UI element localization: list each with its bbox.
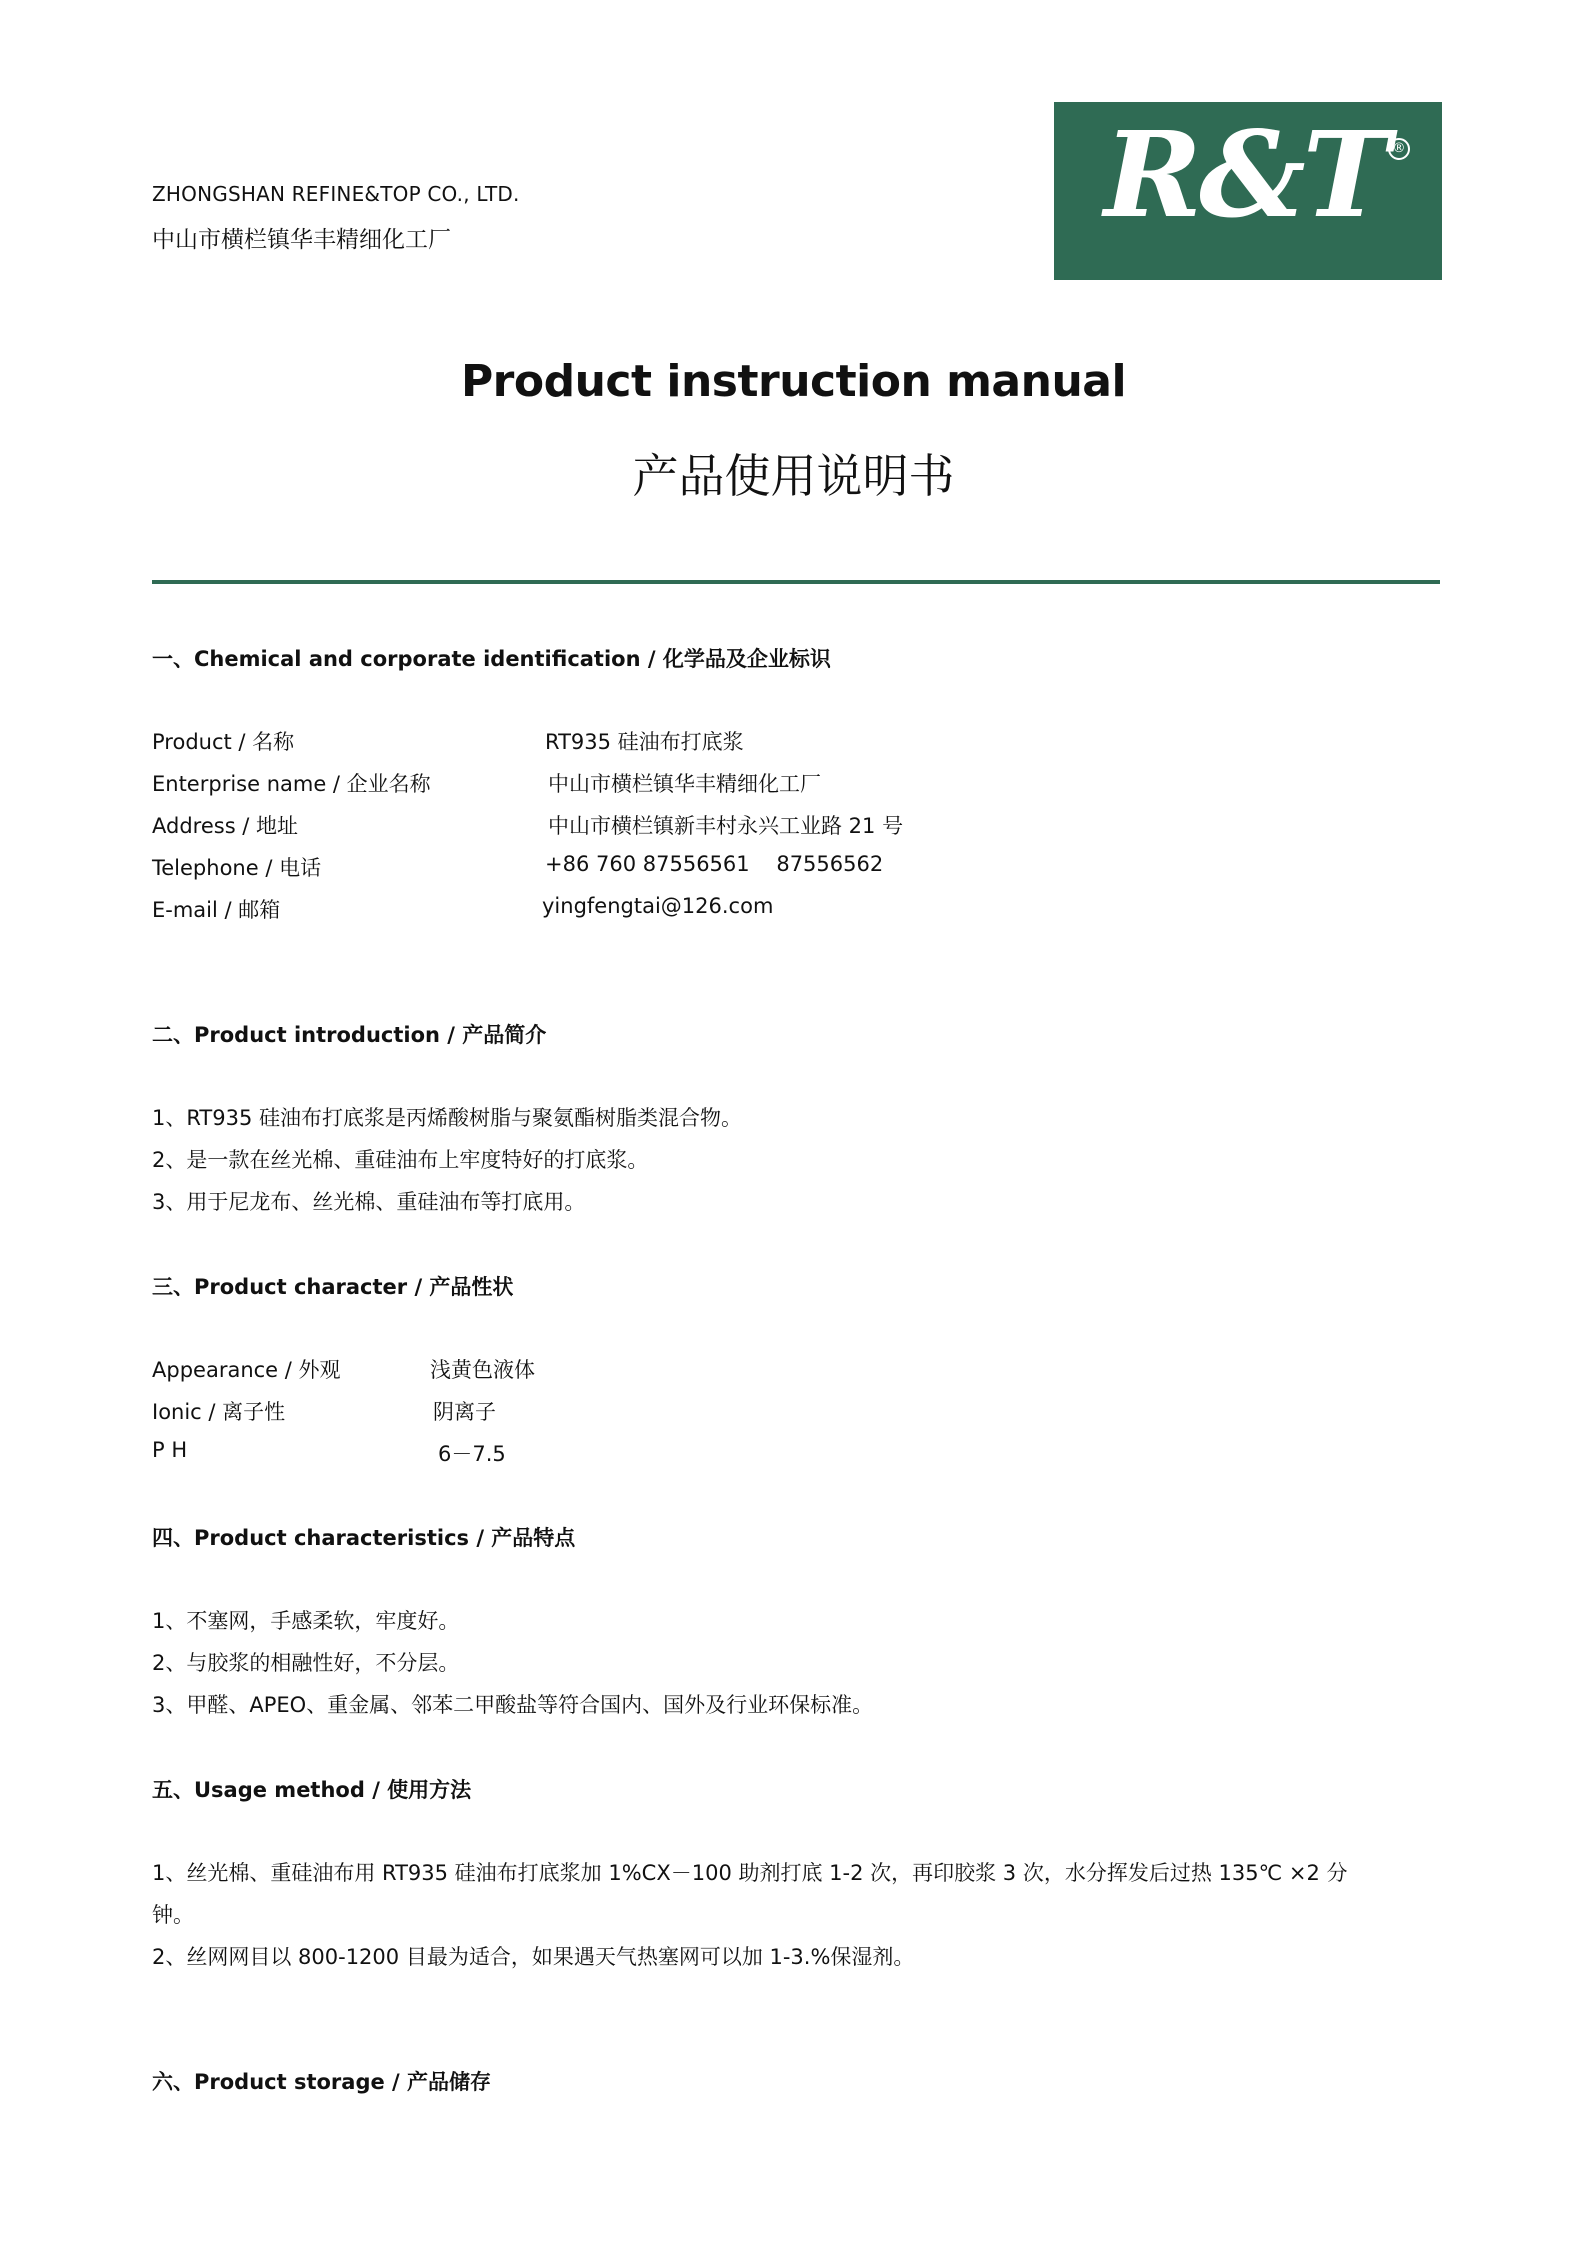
- field-value-email: yingfengtai@126.com: [542, 894, 774, 918]
- title-divider: [152, 580, 1440, 584]
- company-name-en: ZHONGSHAN REFINE&TOP CO., LTD.: [152, 182, 520, 206]
- field-label-enterprise: Enterprise name / 企业名称: [152, 772, 431, 796]
- field-value-enterprise: 中山市横栏镇华丰精细化工厂: [548, 772, 821, 796]
- field-label-email: E-mail / 邮箱: [152, 898, 281, 922]
- field-value-appearance: 浅黄色液体: [430, 1358, 535, 1382]
- field-value-address: 中山市横栏镇新丰村永兴工业路 21 号: [548, 814, 904, 838]
- field-label-telephone: Telephone / 电话: [152, 856, 322, 880]
- page-title-cn: 产品使用说明书: [632, 449, 955, 503]
- field-label-product: Product / 名称: [152, 730, 295, 754]
- list-item: 3、用于尼龙布、丝光棉、重硅油布等打底用。: [152, 1190, 586, 1214]
- field-label-appearance: Appearance / 外观: [152, 1358, 341, 1382]
- section-heading-introduction: 二、Product introduction / 产品简介: [152, 1023, 547, 1047]
- section-heading-identification: 一、Chemical and corporate identification / 化学品及企业标识: [152, 647, 831, 671]
- list-item: 2、是一款在丝光棉、重硅油布上牢度特好的打底浆。: [152, 1148, 649, 1172]
- logo-text: R&T: [1104, 105, 1388, 244]
- list-item: 1、RT935 硅油布打底浆是丙烯酸树脂与聚氨酯树脂类混合物。: [152, 1106, 743, 1130]
- field-value-ionic: 阴离子: [433, 1400, 496, 1424]
- list-item-continuation: 钟。: [152, 1903, 194, 1927]
- list-item: 3、甲醛、APEO、重金属、邻苯二甲酸盐等符合国内、国外及行业环保标准。: [152, 1693, 874, 1717]
- list-item: 2、与胶浆的相融性好，不分层。: [152, 1651, 460, 1675]
- page-title-en: Product instruction manual: [460, 356, 1127, 407]
- section-heading-storage: 六、Product storage / 产品储存: [152, 2070, 492, 2094]
- company-name-cn: 中山市横栏镇华丰精细化工厂: [152, 227, 451, 253]
- field-value-ph: 6－7.5: [438, 1442, 506, 1466]
- section-heading-characteristics: 四、Product characteristics / 产品特点: [152, 1526, 576, 1550]
- section-heading-usage: 五、Usage method / 使用方法: [152, 1778, 472, 1802]
- registered-mark-icon: ®: [1388, 138, 1410, 160]
- field-value-telephone: +86 760 87556561 87556562: [545, 852, 884, 876]
- list-item: 2、丝网网目以 800-1200 目最为适合，如果遇天气热塞网可以加 1-3.%保湿剂。: [152, 1945, 915, 1969]
- field-label-address: Address / 地址: [152, 814, 299, 838]
- field-label-ph: P H: [152, 1438, 188, 1462]
- list-item: 1、不塞网，手感柔软，牢度好。: [152, 1609, 460, 1633]
- field-label-ionic: Ionic / 离子性: [152, 1400, 286, 1424]
- section-heading-character: 三、Product character / 产品性状: [152, 1275, 514, 1299]
- company-logo: [1054, 102, 1442, 280]
- field-value-product: RT935 硅油布打底浆: [545, 730, 744, 754]
- list-item: 1、丝光棉、重硅油布用 RT935 硅油布打底浆加 1%CX－100 助剂打底 1-2 次，再印胶浆 3 次，水分挥发后过热 135℃ ×2 分: [152, 1861, 1348, 1885]
